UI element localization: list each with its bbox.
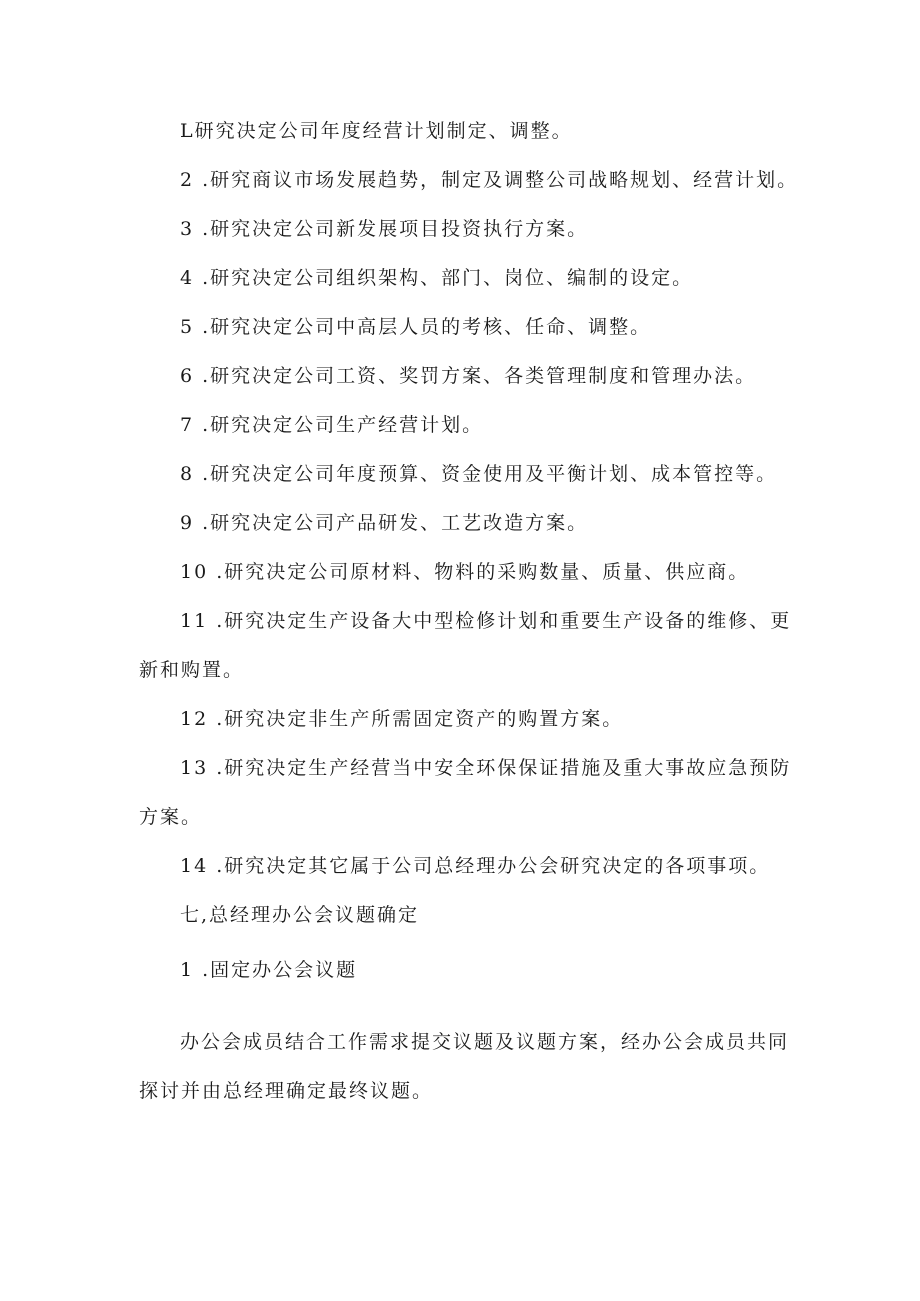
list-item-13-line2: 方案。 (139, 806, 203, 828)
list-item: 6 .研究决定公司工资、奖罚方案、各类管理制度和管理办法。 (180, 365, 757, 387)
list-item: 3 .研究决定公司新发展项目投资执行方案。 (180, 218, 589, 240)
list-item: 8 .研究决定公司年度预算、资金使用及平衡计划、成本管控等。 (180, 463, 778, 485)
paragraph-line1: 办公会成员结合工作需求提交议题及议题方案，经办公会成员共同 (180, 1031, 790, 1053)
list-item: L研究决定公司年度经营计划制定、调整。 (180, 120, 573, 142)
subheading: 1 .固定办公会议题 (180, 959, 358, 981)
paragraph-line2: 探讨并由总经理确定最终议题。 (139, 1080, 434, 1102)
list-item: 5 .研究决定公司中高层人员的考核、任命、调整。 (180, 316, 652, 338)
list-item: 2 .研究商议市场发展趋势，制定及调整公司战略规划、经营计划。 (180, 169, 799, 191)
section-heading: 七,总经理办公会议题确定 (180, 904, 420, 926)
list-item-14: 14 .研究决定其它属于公司总经理办公会研究决定的各项事项。 (180, 855, 771, 877)
list-item-13-line1: 13 .研究决定生产经营当中安全环保保证措施及重大事故应急预防 (180, 757, 792, 779)
list-item: 9 .研究决定公司产品研发、工艺改造方案。 (180, 512, 589, 534)
list-item-11-line2: 新和购置。 (139, 659, 245, 681)
list-item: 10 .研究决定公司原材料、物料的采购数量、质量、供应商。 (180, 561, 750, 583)
list-item: 7 .研究决定公司生产经营计划。 (180, 414, 484, 436)
list-item-11-line1: 11 .研究决定生产设备大中型检修计划和重要生产设备的维修、更 (180, 610, 792, 632)
list-item-12: 12 .研究决定非生产所需固定资产的购置方案。 (180, 708, 624, 730)
list-item: 4 .研究决定公司组织架构、部门、岗位、编制的设定。 (180, 267, 694, 289)
